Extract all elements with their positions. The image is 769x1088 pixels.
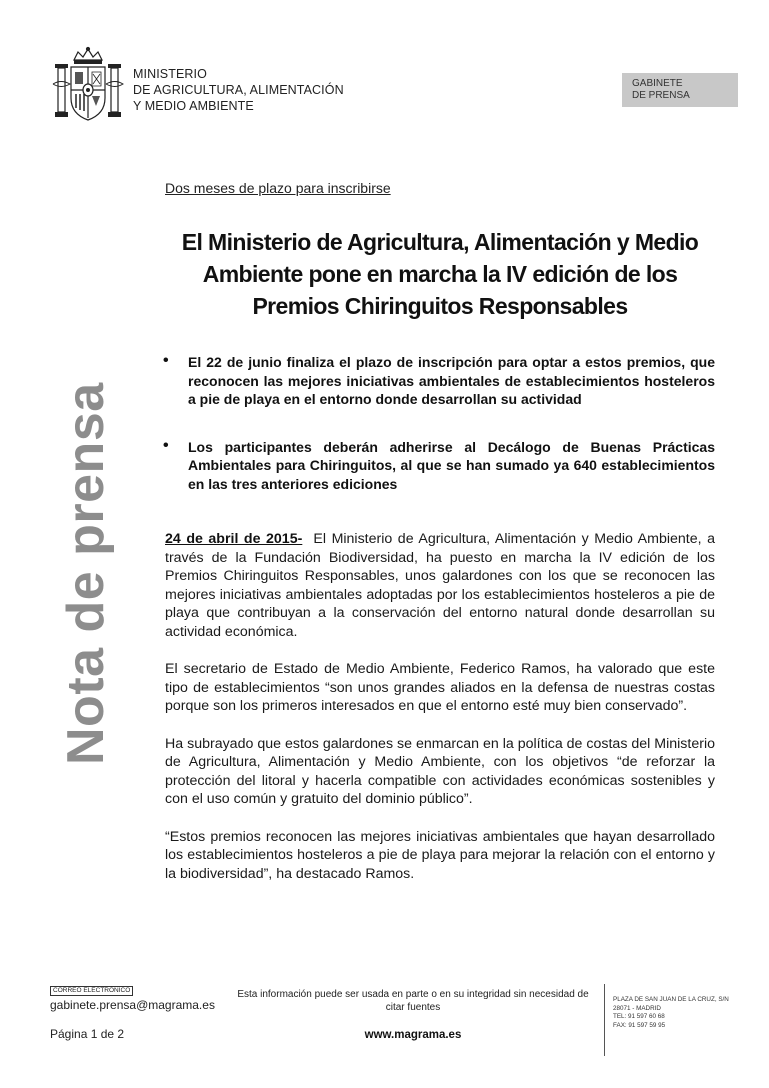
website-link[interactable]: www.magrama.es	[364, 1029, 462, 1041]
bullet-icon: •	[163, 352, 169, 369]
summary-bullet	[163, 353, 715, 409]
headline	[165, 226, 715, 322]
address-line: 28071 - MADRID	[613, 1004, 661, 1012]
ministry-line: DE AGRICULTURA, ALIMENTACIÓN	[133, 83, 344, 97]
bullet-text: El 22 de junio finaliza el plazo de inscripción para optar a estos premios, que reconocen las mejores iniciativas ambientales de establecimientos hosteleros a pie de playa en el entorno donde desarrollan su actividad	[188, 354, 715, 408]
page-number: Página 1 de 2	[50, 1027, 125, 1041]
footer-divider	[604, 984, 605, 1056]
body-paragraph: Ha subrayado que estos galardones se enmarcan en la política de costas del Ministerio de Agricultura, Alimentación y Medio Ambiente, con los objetivos “de reforzar la protección del litoral y hacerla compatible con actividades económicas sostenibles y con el uso común y gratuito del dominio público”.	[165, 735, 715, 808]
headline-line: Premios Chiringuitos Responsables	[252, 293, 628, 319]
address-line: TEL: 91 597 60 68	[613, 1013, 665, 1021]
postal-address	[613, 996, 729, 1030]
address-line: PLAZA DE SAN JUAN DE LA CRUZ, S/N	[613, 996, 729, 1003]
press-office-line: GABINETE	[632, 78, 683, 89]
kicker: Dos meses de plazo para inscribirse	[165, 180, 391, 196]
coat-of-arms-logo	[52, 46, 124, 124]
ministry-line: MINISTERIO	[133, 67, 207, 81]
press-office-line: DE PRENSA	[632, 90, 690, 101]
body-paragraph: El secretario de Estado de Medio Ambiente, Federico Ramos, ha valorado que este tipo de establecimientos “son unos grandes aliados en la defensa de nuestras costas porque son los primeros interesados en que el entorno esté muy bien conservado”.	[165, 661, 715, 715]
summary-bullets	[163, 353, 715, 494]
contact-email[interactable]: gabinete.prensa@magrama.es	[50, 998, 215, 1012]
email-label: CORREO ELECTRÓNICO	[50, 986, 133, 996]
headline-line: Ambiente pone en marcha la IV edición de los	[202, 261, 678, 287]
press-release-side-label: Nota de prensa	[57, 382, 115, 765]
paragraph-text: El Ministerio de Agricultura, Alimentación y Medio Ambiente, a través de la Fundación Biodiversidad, ha puesto en marcha la IV edición de los Premios Chiringuitos Responsables, unos galardones con los que se reconocen las mejores iniciativas ambientales adoptadas por los establecimientos hosteleros a pie de playa que contribuyan a la conservación del entorno natural donde desarrollan su actividad económica.	[165, 531, 715, 640]
address-line: FAX: 91 597 59 95	[613, 1021, 666, 1029]
page-footer	[0, 980, 769, 1088]
body-paragraph	[165, 530, 715, 642]
summary-bullet	[163, 438, 715, 494]
body-paragraph: “Estos premios reconocen las mejores iniciativas ambientales que hayan desarrollado los establecimientos hosteleros a pie de playa para mejorar la relación con el entorno y la biodiversidad”, ha destacado Ramos.	[165, 828, 715, 882]
bullet-icon: •	[163, 436, 169, 454]
article-body	[165, 530, 715, 902]
ministry-line: Y MEDIO AMBIENTE	[133, 99, 254, 113]
bullet-text: Los participantes deberán adherirse al Decálogo de Buenas Prácticas Ambientales para Chiringuitos, al que se han sumado ya 640 establecimientos en las tres anteriores ediciones	[188, 438, 715, 492]
usage-disclaimer: Esta información puede ser usada en parte o en su integridad sin necesidad de citar fuentes	[237, 989, 589, 1013]
press-office-box	[622, 73, 738, 107]
ministry-name	[133, 66, 344, 114]
headline-line: El Ministerio de Agricultura, Alimentación y Medio	[181, 229, 699, 255]
dateline: 24 de abril de 2015-	[165, 531, 303, 547]
